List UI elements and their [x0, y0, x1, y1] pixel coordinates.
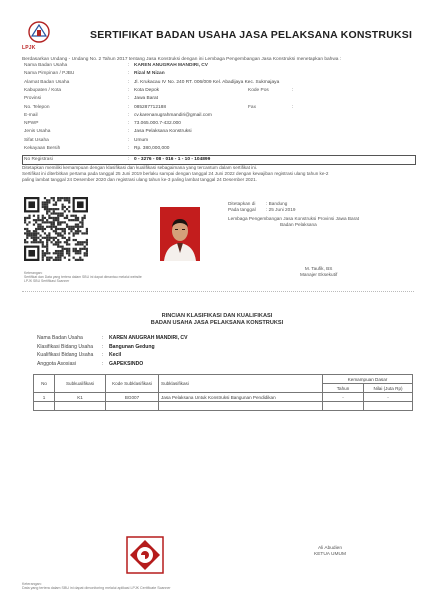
- field-value: Jasa Pelaksana Konstruksi: [134, 129, 192, 135]
- association-signature: [290, 546, 370, 558]
- field-label: Kekayaan Bersih: [24, 146, 61, 151]
- registration-number: 0 - 3276 - 08 - 016 - 1 - 10 - 104899: [134, 157, 211, 162]
- field-row: Sifat Usaha : Umum: [24, 137, 149, 143]
- director-photo: [160, 207, 200, 261]
- field-value: 73.065.000.7-432.000: [134, 121, 181, 127]
- classification-field-value: KAREN ANUGRAH MANDIRI, CV: [109, 335, 188, 341]
- cell-tahun: -: [323, 393, 364, 402]
- field-value: 085287712188: [134, 104, 167, 110]
- field-row: E-mail : cv.karenanugrahmandiri@gmail.com: [24, 112, 212, 118]
- certificate-title: SERTIFIKAT BADAN USAHA JASA PELAKSANA KONSTRUKSI: [90, 29, 413, 41]
- footer-note-2: [22, 582, 171, 591]
- signer-name: M. Taufik, BS: [304, 266, 333, 271]
- field-row: Kekayaan Bersih : Rp. 380,000,000: [24, 146, 170, 151]
- classification-field-value: Bangunan Gedung: [109, 343, 155, 350]
- table-row: [34, 393, 413, 402]
- field-label: No. Telepon: [24, 104, 50, 110]
- footer-line: Keterangan:: [24, 271, 43, 275]
- cell-nilai: -: [364, 393, 413, 402]
- col-header-tahun: Tahun: [323, 384, 364, 393]
- registration-label: No Registrasi: [24, 157, 53, 162]
- cell-kode: BG007: [106, 393, 159, 402]
- footer-line: Data yang tertera dalam SBU ini dapat dimonitoring melalui aplikasi LPJK Certificate Scanner: [22, 586, 171, 591]
- registration-row: No Registrasi : 0 - 3276 - 08 - 016 - 1 - 10 - 104899: [24, 157, 211, 162]
- logo-text: LPJK: [22, 45, 36, 51]
- issue-date-label: Pada tanggal: [228, 207, 256, 212]
- classification-field-row: Nama Badan Usaha : KAREN ANUGRAH MANDIRI, CV: [37, 335, 188, 341]
- field-value: cv.karenanugrahmandiri@gmail.com: [134, 112, 212, 118]
- classification-field-label: Kualifikasi Bidang Usaha: [37, 352, 94, 358]
- field-label: Nama Pimpinan / PJBU: [24, 71, 75, 77]
- classification-table: [33, 374, 413, 411]
- classification-field-row: Anggota Asosiasi : GAPEKSINDO: [37, 360, 144, 367]
- col-header-kode: Kode Subklasifikasi: [106, 375, 159, 393]
- page-separator: [22, 291, 414, 292]
- cell-subkualifikasi: K1: [55, 393, 106, 402]
- field-label: Sifat Usaha: [24, 137, 49, 143]
- classification-field-label: Anggota Asosiasi: [37, 360, 77, 367]
- issuer-unit: Badan Pelaksana: [280, 222, 317, 227]
- footer-line: Sertifikat dan Data yang tertera dalam SBU ini dapat dimantau melalui website: [24, 275, 142, 280]
- field-row: No. Telepon : 085287712188 Fax :: [24, 104, 294, 110]
- association-signer-name: Ali Abudien: [317, 546, 342, 551]
- validity-notes: [22, 165, 417, 183]
- footer-line: Keterangan:: [22, 582, 42, 586]
- classification-field-value: Kecil: [109, 352, 122, 358]
- classification-field-label: Nama Badan Usaha: [37, 335, 83, 341]
- field-label: Provinsi: [24, 96, 42, 102]
- field-label: NPWP: [24, 121, 39, 127]
- issue-place-label: Ditetapkan di: [228, 201, 256, 206]
- field-value: Kota Depok: [134, 87, 160, 93]
- cell-no: 1: [34, 393, 55, 402]
- field-value: Umum: [134, 137, 149, 143]
- col-header-no: No: [34, 375, 55, 393]
- field-label: Alamat Badan Usaha: [24, 79, 70, 85]
- cell-subklasifikasi: Jasa Pelaksana Untuk Konstruksi Bangunan Pendidikan: [159, 393, 323, 402]
- field-value: Jawa Barat: [134, 96, 158, 102]
- field-label: E-mail: [24, 112, 38, 118]
- issue-block: [228, 201, 359, 228]
- col-header-nilai: Nilai (Juta Rp): [364, 384, 413, 393]
- field-row: Nama Badan Usaha : KAREN ANUGRAH MANDIRI, CV: [24, 63, 208, 68]
- col-header-kemampuan: Kemampuan Dasar: [323, 375, 413, 384]
- note-line: Ditetapkan memiliki kemampuan dengan klasifikasi dan kualifikasi sebagaimana yang tercantum dalam sertifikat ini.: [22, 165, 258, 170]
- field-value: KAREN ANUGRAH MANDIRI, CV: [134, 63, 208, 68]
- field-label: Jenis Usaha: [24, 129, 51, 135]
- field-row: Kabupaten / Kota : Kota Depok Kode Pos :: [24, 87, 294, 93]
- field-value: Rizal M Nizan: [134, 71, 165, 77]
- field-row: Alamat Badan Usaha : Jl. Krukacau IV No. 240 RT. 006/009 Kel. Abadijaya Kec. Sukmajaya: [24, 79, 280, 85]
- intro-text: Berdasarkan Undang - Undang No. 2 Tahun 2017 tentang Jasa Konstruksi dengan ini Lembaga Pengembangan Jasa Konstruksi menetapkan bahwa :: [22, 57, 342, 62]
- classification-field-row: Klasifikasi Bidang Usaha : Bangunan Gedung: [37, 343, 155, 350]
- footer-line: LPJK SBU Sertifikasi Scanner: [24, 279, 70, 284]
- classification-field-label: Klasifikasi Bidang Usaha: [37, 343, 94, 350]
- field-value-2: :: [292, 87, 294, 93]
- col-header-subkualifikasi: Subkualifikasi: [55, 375, 106, 393]
- field-row: Provinsi : Jawa Barat: [24, 96, 158, 102]
- table-row-empty: [34, 402, 413, 411]
- classification-field-value: GAPEKSINDO: [109, 360, 144, 367]
- col-header-subklasifikasi: Subklasifikasi: [159, 375, 323, 393]
- field-label-2: Fax: [248, 104, 256, 110]
- lpjk-logo: [24, 20, 54, 46]
- signature-block: [300, 266, 337, 278]
- note-line: Sertifikat ini diterbitkan pertama pada tanggal 25 Juni 2019 berlaku sampai dengan tanggal 24 Juni 2022 dengan kewajiban registrasi ulang tahun ke-2: [22, 171, 329, 176]
- signer-position: Manajer Eksekutif: [300, 272, 338, 277]
- field-value-2: :: [292, 104, 294, 110]
- field-value: Rp. 380,000,000: [134, 146, 170, 151]
- issue-place: : Bandung: [266, 201, 288, 206]
- field-row: Nama Pimpinan / PJBU : Rizal M Nizan: [24, 71, 165, 77]
- classification-title-line-1: RINCIAN KLASIFIKASI DAN KUALIFIKASI: [161, 313, 273, 319]
- field-row: Jenis Usaha : Jasa Pelaksana Konstruksi: [24, 129, 192, 135]
- field-label: Nama Badan Usaha: [24, 63, 68, 68]
- issue-date: : 25 Juni 2019: [266, 207, 296, 212]
- classification-field-row: Kualifikasi Bidang Usaha : Kecil: [37, 352, 122, 358]
- association-signer-position: KETUA UMUM: [314, 552, 346, 557]
- association-stamp-icon: [126, 536, 164, 574]
- qr-code: [24, 197, 88, 261]
- classification-title-line-2: BADAN USAHA JASA PELAKSANA KONSTRUKSI: [150, 320, 284, 326]
- field-label: Kabupaten / Kota: [24, 87, 62, 93]
- issuer-institution: Lembaga Pengembangan Jasa Konstruksi Provinsi Jawa Barat: [228, 216, 360, 221]
- field-label-2: Kode Pos: [248, 87, 269, 93]
- field-value: Jl. Krukacau IV No. 240 RT. 006/009 Kel. Abadijaya Kec. Sukmajaya: [134, 79, 280, 85]
- field-row: NPWP : 73.065.000.7-432.000: [24, 121, 181, 127]
- note-line: paling lambat tanggal 24 Desember 2020 dan registrasi ulang tahun ke-3 paling lambat tanggal 24 Desember 2021.: [22, 177, 257, 182]
- classification-title: [0, 313, 434, 327]
- footer-note: [24, 271, 142, 284]
